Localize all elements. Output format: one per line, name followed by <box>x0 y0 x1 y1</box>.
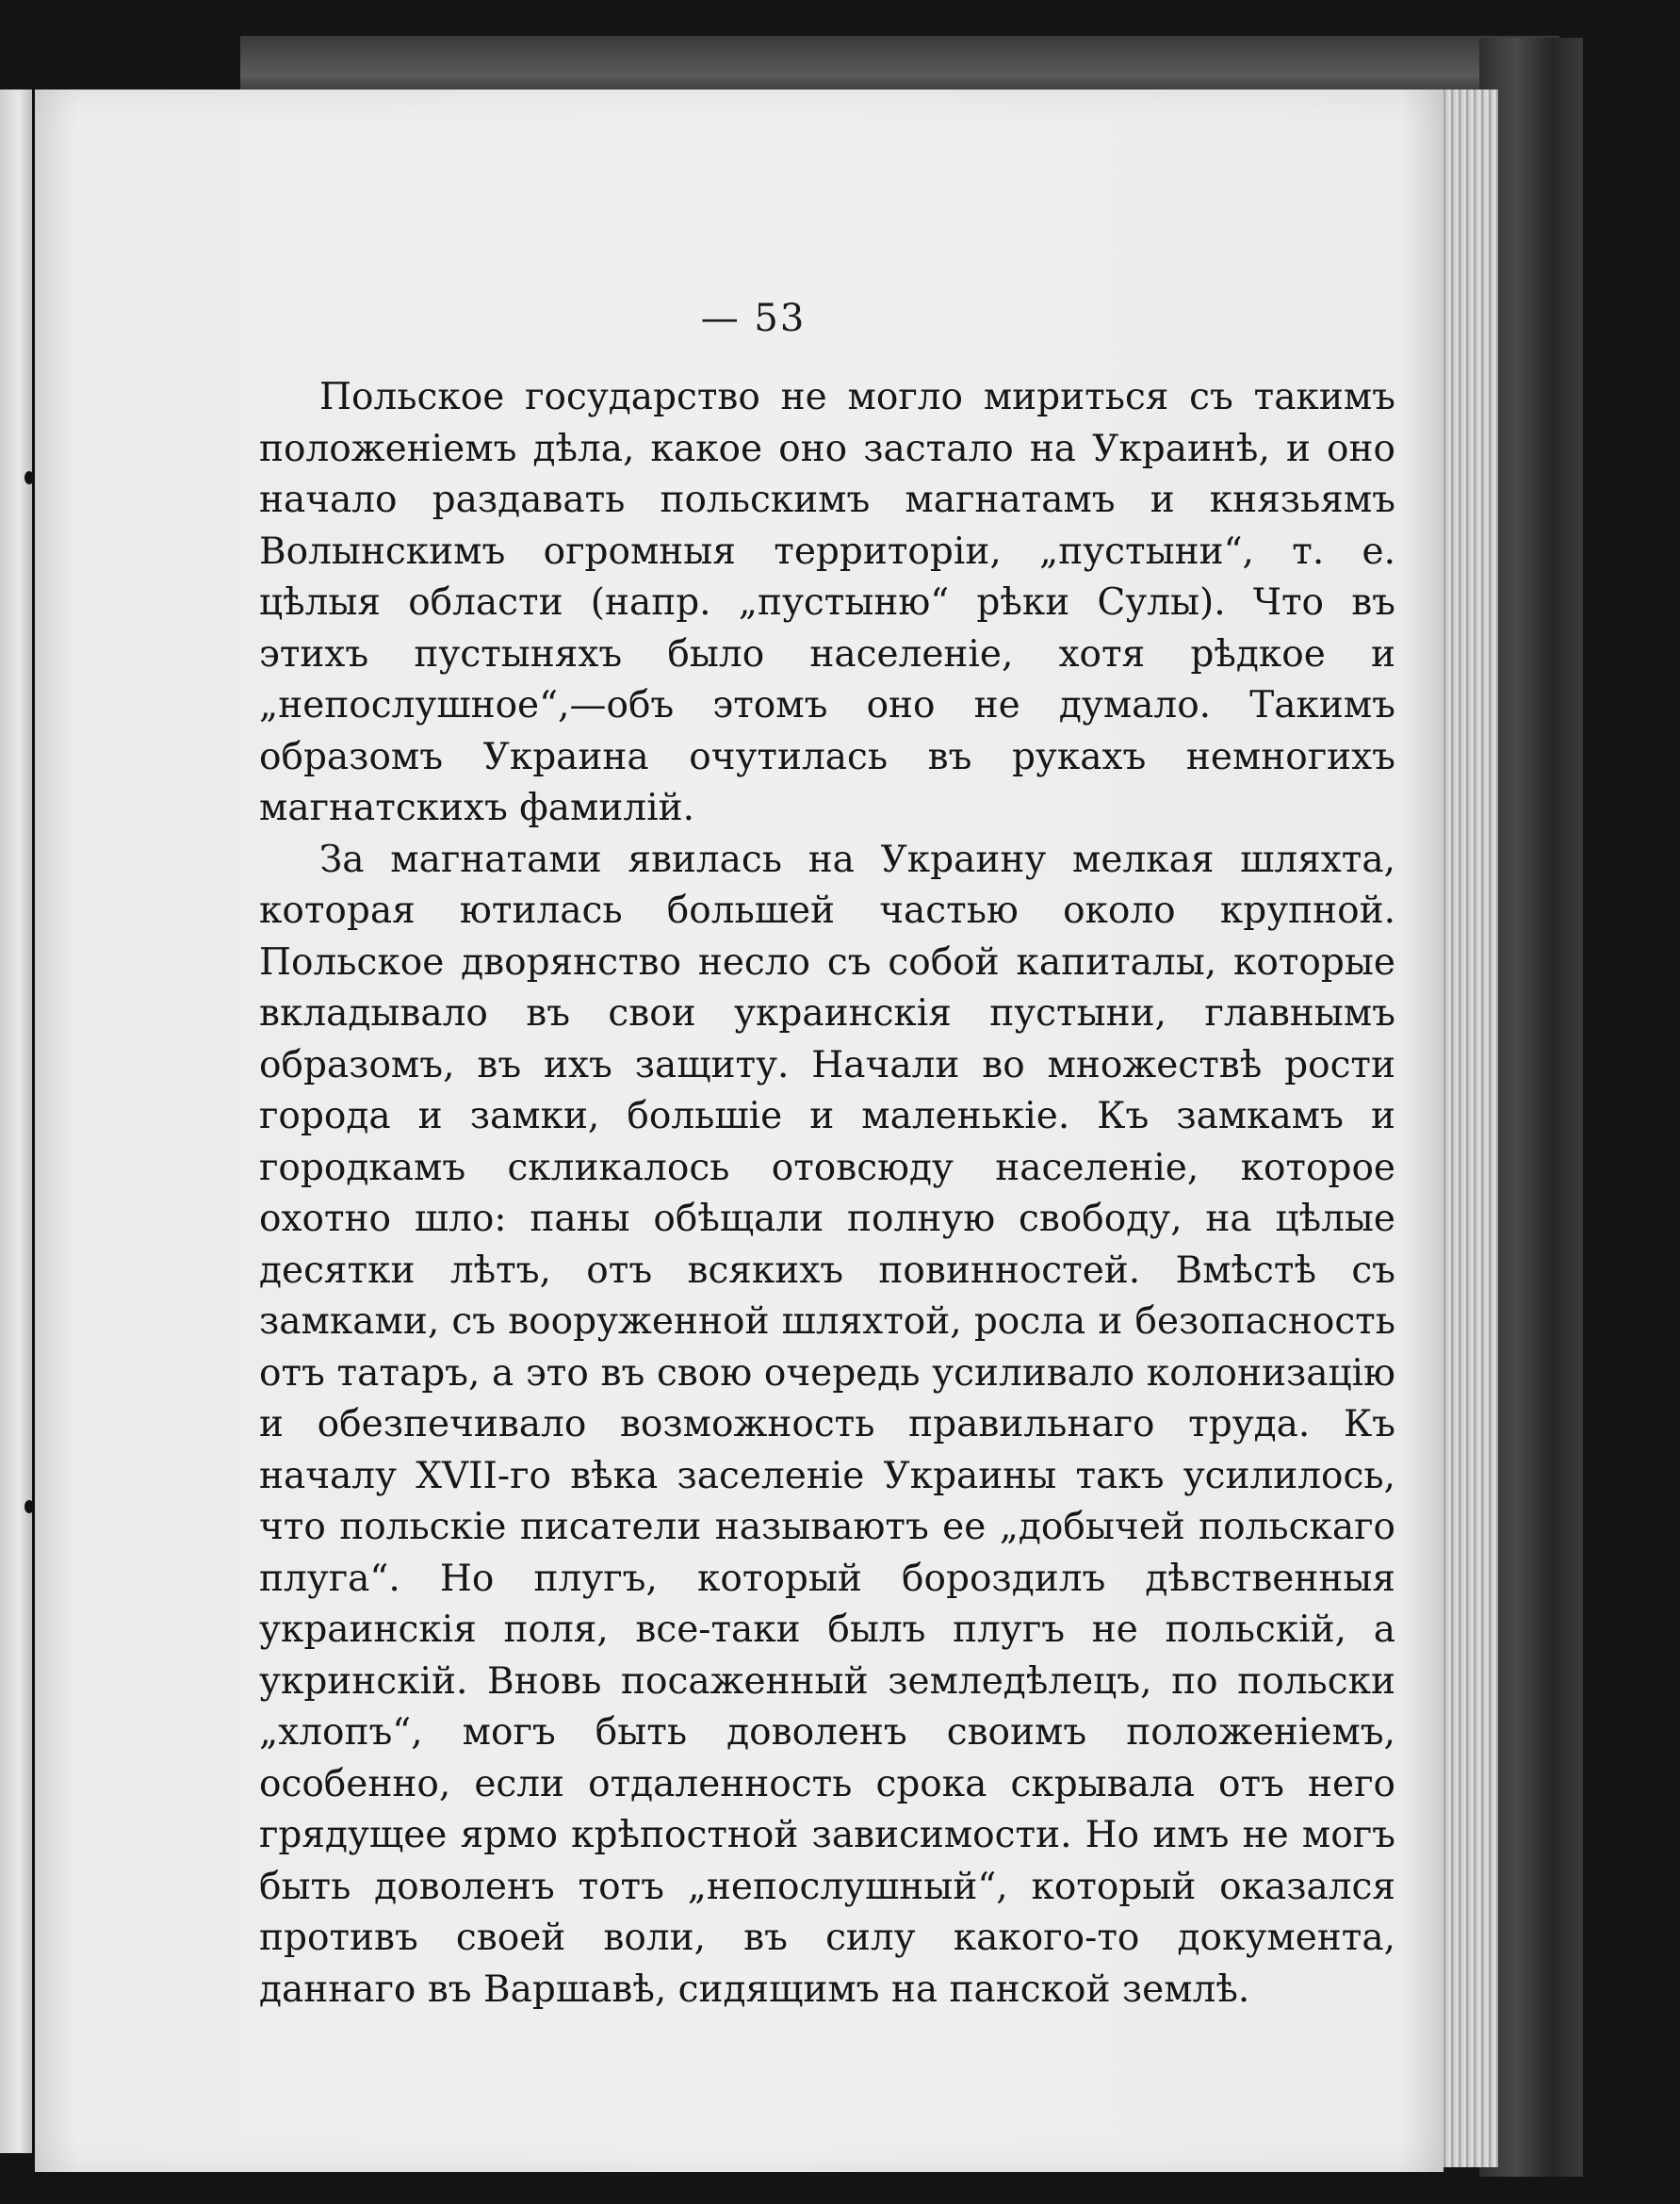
left-page-edge <box>0 90 34 2153</box>
paragraph-1: Польское государство не могло мириться съ такимъ положеніемъ дѣла, какое оно застало на Украинѣ, и оно начало раздавать польскимъ магнатамъ и князьямъ Волынскимъ огромныя территоріи, „пустыни“, т. е. цѣлыя области (напр. „пустыню“ рѣки Сулы). Что въ этихъ пустыняхъ было населеніе, хотя рѣдкое и „непослушное“,—объ этомъ оно не думало. Такимъ образомъ Украина очутилась въ рукахъ немногихъ магнатскихъ фамилій. <box>259 376 1395 829</box>
binding-hole-mark <box>24 1500 34 1513</box>
page-number: — 53 <box>700 297 807 340</box>
paragraph-2: За магнатами явилась на Украину мелкая шляхта, которая ютилась большей частью около крупной. Польское дворянство несло съ собой капиталы, которые вкладывало въ свои украинскія пустыни, главнымъ образомъ, въ ихъ защиту. Начали во множествѣ рости города и замки, большіе и маленькіе. Къ замкамъ и городкамъ скликалось отовсюду населеніе, которое охотно шло: паны обѣщали полную свободу, на цѣлые десятки лѣтъ, отъ всякихъ повинностей. Вмѣстѣ съ замками, съ вооруженной шляхтой, росла и безопасность отъ татаръ, а это въ свою очередь усиливало колонизацію и обезпечивало возможность правильнаго труда. Къ началу XVII-го вѣка заселеніе Украины такъ усилилось, что польскіе писатели называютъ ее „добычей польскаго плуга“. Но плугъ, который бороздилъ дѣвственныя украинскія поля, все-таки былъ плугъ не польскій, а укринскій. Вновь посаженный земледѣлецъ, по польски „хлопъ“, могъ быть доволенъ своимъ положеніемъ, особенно, если отдаленность срока скрывала отъ него грядущее ярмо крѣпостной зависимости. Но имъ не могъ быть доволенъ тотъ „непослушный“, который оказался противъ своей воли, въ силу какого-то документа, даннаго въ Варшавѣ, сидящимъ на панской землѣ. <box>259 838 1395 2011</box>
page-body-text <box>259 372 1395 2016</box>
book-page <box>35 90 1443 2172</box>
binding-hole-mark <box>24 471 34 484</box>
